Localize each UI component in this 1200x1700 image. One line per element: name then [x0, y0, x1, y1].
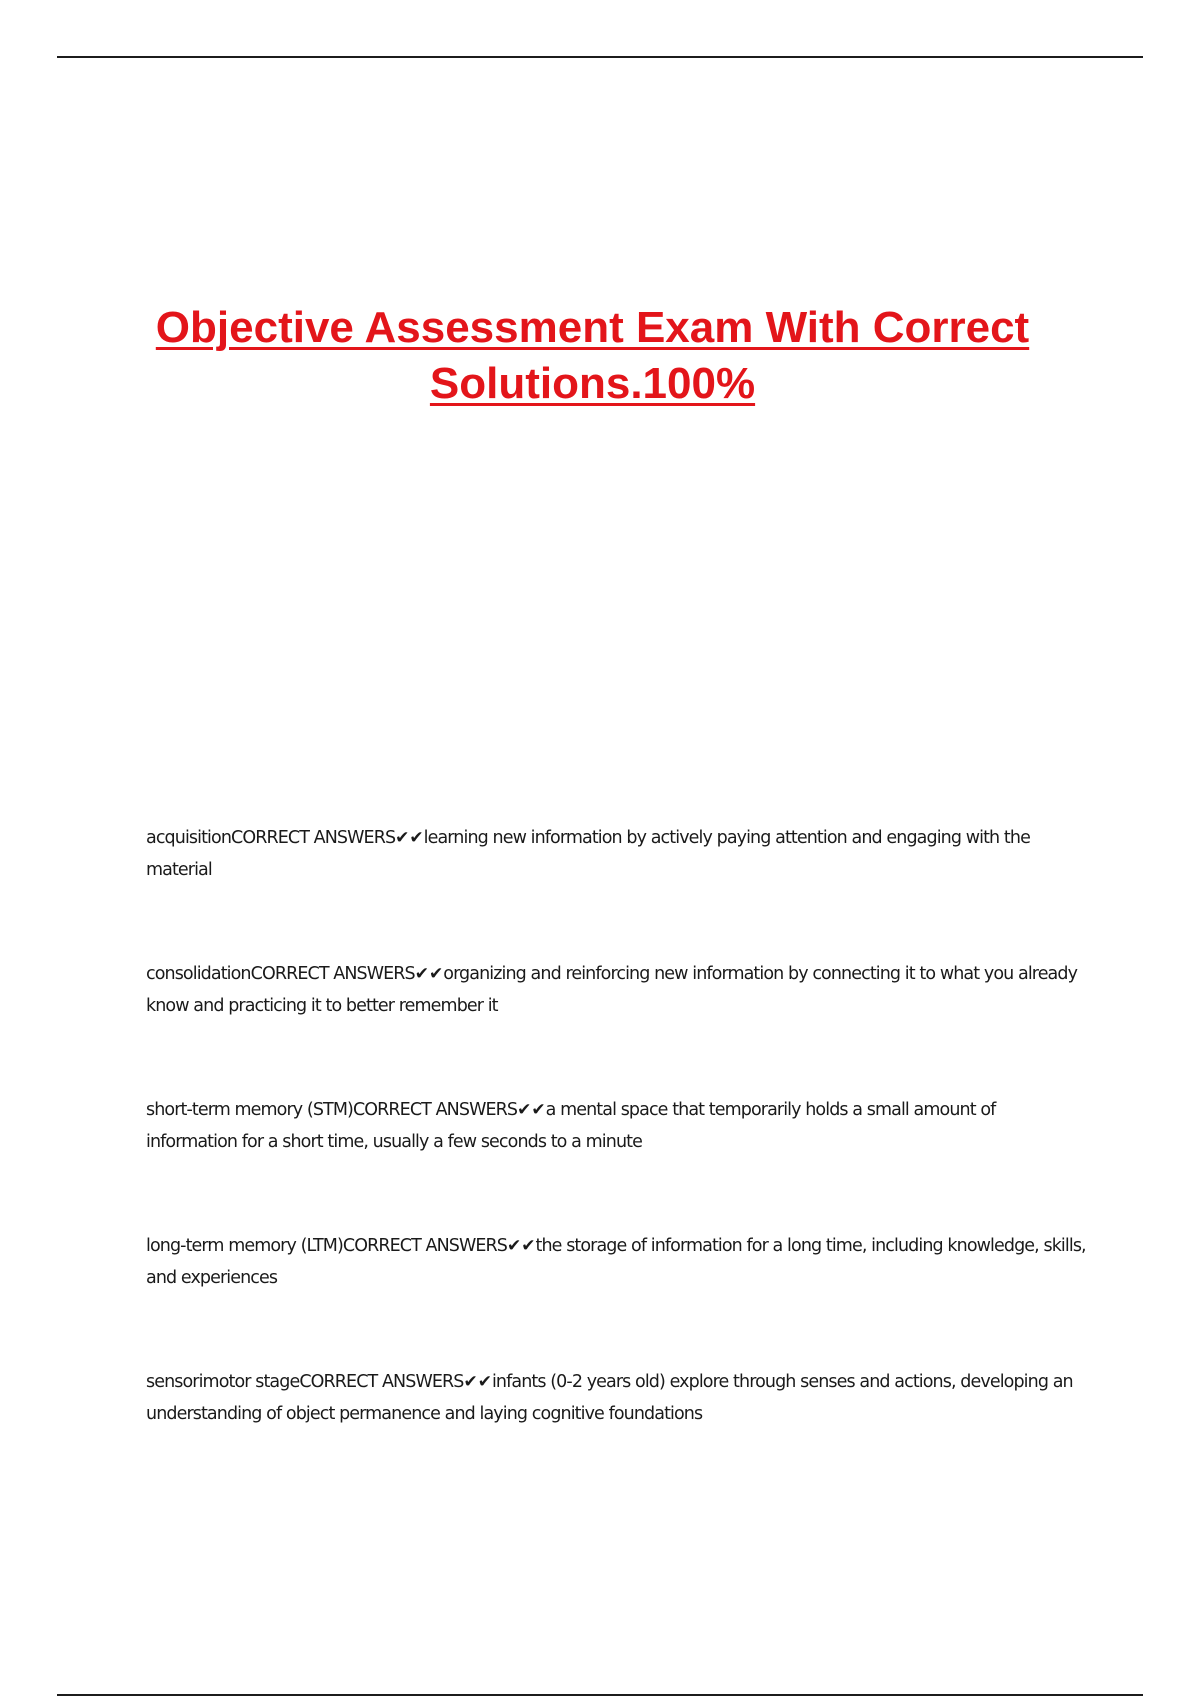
entry-definition: the storage of information for a long time, including knowledge, skills, and experiences	[146, 1236, 1086, 1288]
header-rule	[57, 56, 1143, 58]
entry-term: sensorimotor stage	[146, 1372, 300, 1392]
entry-definition: a mental space that temporarily holds a small amount of information for a short time, usually a few seconds to a minute	[146, 1100, 996, 1152]
double-check-icon: ✔✔	[507, 1236, 536, 1256]
double-check-icon: ✔✔	[395, 828, 424, 848]
entry-term: acquisition	[146, 828, 232, 848]
entry-definition: infants (0-2 years old) explore through senses and actions, developing an understanding of object permanence and laying cognitive foundations	[146, 1372, 1073, 1424]
correct-answers-marker: CORRECT ANSWERS	[342, 1236, 508, 1256]
correct-answers-marker: CORRECT ANSWERS	[299, 1372, 464, 1392]
double-check-icon: ✔✔	[414, 964, 444, 984]
double-check-icon: ✔✔	[517, 1100, 546, 1120]
correct-answers-marker: CORRECT ANSWERS	[250, 964, 415, 984]
double-check-icon: ✔✔	[463, 1372, 492, 1392]
flashcard-entry	[146, 958, 1086, 1022]
flashcard-entry	[146, 1094, 1086, 1158]
entry-term: consolidation	[146, 964, 251, 984]
document-title: Objective Assessment Exam With Correct Solutions.100%	[155, 303, 1030, 408]
entry-term: short-term memory (STM)	[146, 1100, 353, 1120]
correct-answers-marker: CORRECT ANSWERS	[352, 1100, 518, 1120]
flashcard-entry	[146, 822, 1086, 886]
flashcard-entry	[146, 1366, 1086, 1430]
flashcard-entry	[146, 1230, 1086, 1294]
flashcard-list	[146, 822, 1086, 1502]
entry-definition: organizing and reinforcing new information by connecting it to what you already know and practicing it to better remember it	[146, 964, 1078, 1016]
entry-definition: learning new information by actively paying attention and engaging with the material	[146, 828, 1030, 880]
correct-answers-marker: CORRECT ANSWERS	[231, 828, 396, 848]
entry-term: long-term memory (LTM)	[146, 1236, 343, 1256]
footer-rule	[57, 1694, 1143, 1696]
